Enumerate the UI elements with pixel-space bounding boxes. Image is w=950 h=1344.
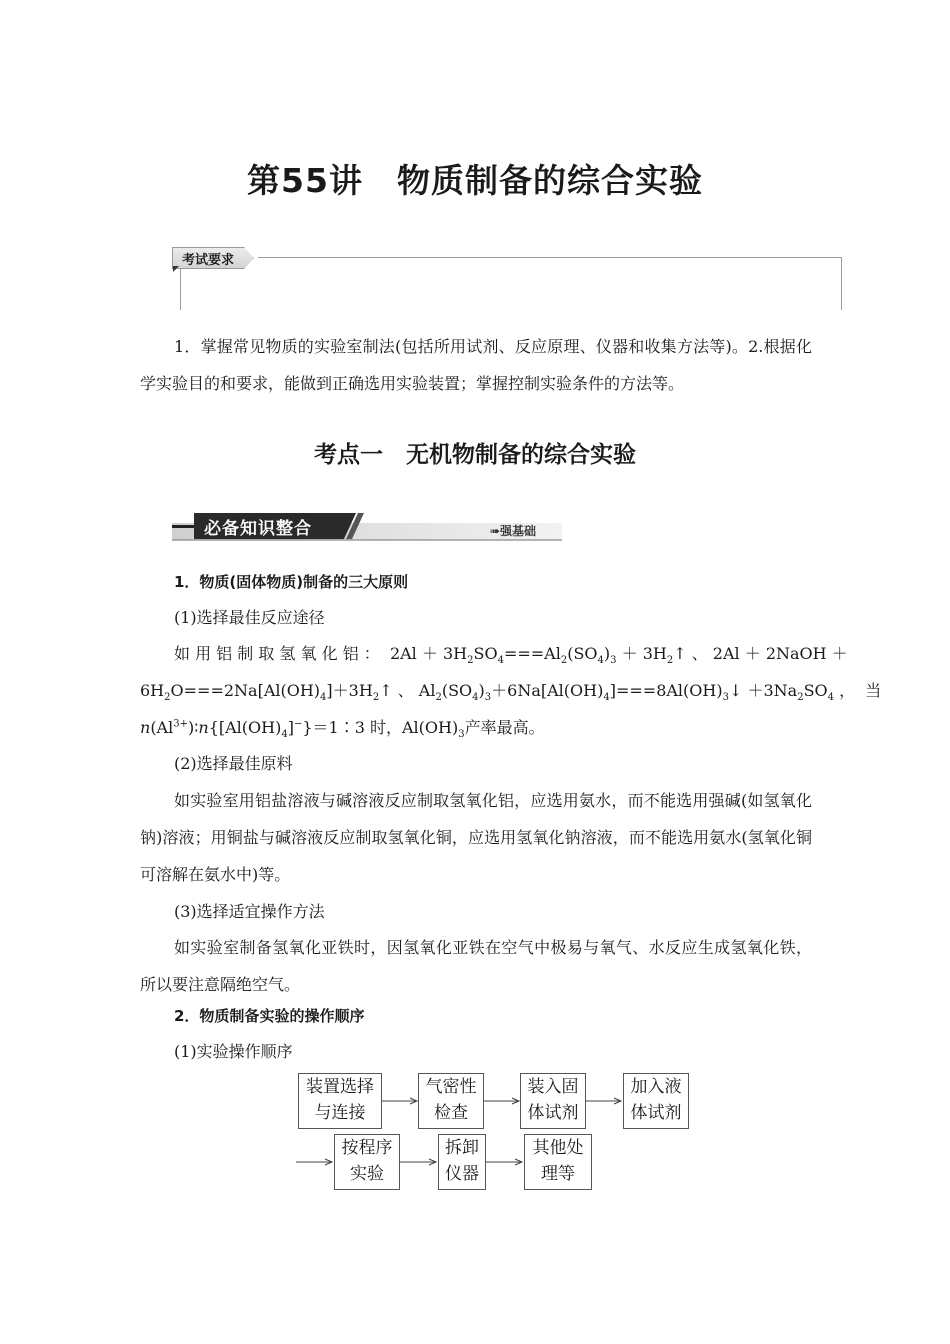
- flow-step-7: 其他处理等: [524, 1134, 592, 1190]
- section-title: 考点一 无机物制备的综合实验: [314, 442, 636, 468]
- subheading-2-1: (1)实验操作顺序: [174, 1042, 293, 1061]
- heading-1: 1．物质(固体物质)制备的三大原则: [174, 573, 409, 591]
- flow-step-4: 加入液体试剂: [623, 1073, 689, 1129]
- divider: [180, 268, 181, 310]
- heading-2: 2．物质制备实验的操作顺序: [174, 1007, 365, 1025]
- flow-step-6: 拆卸仪器: [438, 1134, 486, 1190]
- subheading-1-3: (3)选择适宜操作方法: [174, 902, 325, 921]
- subheading-1-1: (1)选择最佳反应途径: [174, 608, 325, 627]
- requirements-tab-label: 考试要求: [182, 253, 235, 268]
- requirements-tab: [172, 247, 260, 269]
- equation-paragraph: 如 用 铝 制 取 氢 氧 化 铝 ： $2Al + 3H_2SO_4===Al_2(SO_4)_3$ ＋ $3H_2↑$ 、 2Al ＋ 2NaOH ＋ $6H_2O===2Na[Al(OH)_4]+3H_2↑$ 、 $Al_2(SO_4)_3+6Na[Al(OH)_4]===8Al(OH)_3↓ +3Na_2SO_4$ ， 当 $n(Al^{3+})∶n\{[Al(OH)_4]^-\}=1∶3$ 时，$Al(OH)_3$产率最高。: [140, 644, 882, 741]
- divider: [841, 257, 842, 310]
- banner-tag: ➠强基础: [490, 524, 537, 538]
- paragraph-1-3: 如实验室制备氢氧化亚铁时，因氢氧化亚铁在空气中极易与氧气、水反应生成氢氧化铁，所以要注意隔绝空气。: [140, 938, 812, 994]
- flow-step-3: 装入固体试剂: [520, 1073, 586, 1129]
- knowledge-banner: [172, 511, 562, 543]
- tab-corner-mark: [173, 266, 179, 272]
- flow-step-1: 装置选择与连接: [298, 1073, 382, 1129]
- divider: [258, 257, 842, 258]
- subheading-1-2: (2)选择最佳原料: [174, 754, 293, 773]
- banner-label: 必备知识整合: [204, 519, 312, 539]
- flow-step-5: 按程序实验: [334, 1134, 400, 1190]
- paragraph-1-2: 如实验室用铝盐溶液与碱溶液反应制取氢氧化铝，应选用氨水，而不能选用强碱(如氢氧化钠)溶液；用铜盐与碱溶液反应制取氢氧化铜，应选用氢氧化钠溶液，而不能选用氨水(氢氧化铜可溶解在氨水中)等。: [140, 791, 812, 884]
- requirements-text: 1．掌握常见物质的实验室制法(包括所用试剂、反应原理、仪器和收集方法等)。2.根据化学实验目的和要求，能做到正确选用实验装置；掌握控制实验条件的方法等。: [140, 337, 812, 393]
- flow-step-2: 气密性检查: [418, 1073, 484, 1129]
- page-title: 第55讲 物质制备的综合实验: [247, 161, 703, 200]
